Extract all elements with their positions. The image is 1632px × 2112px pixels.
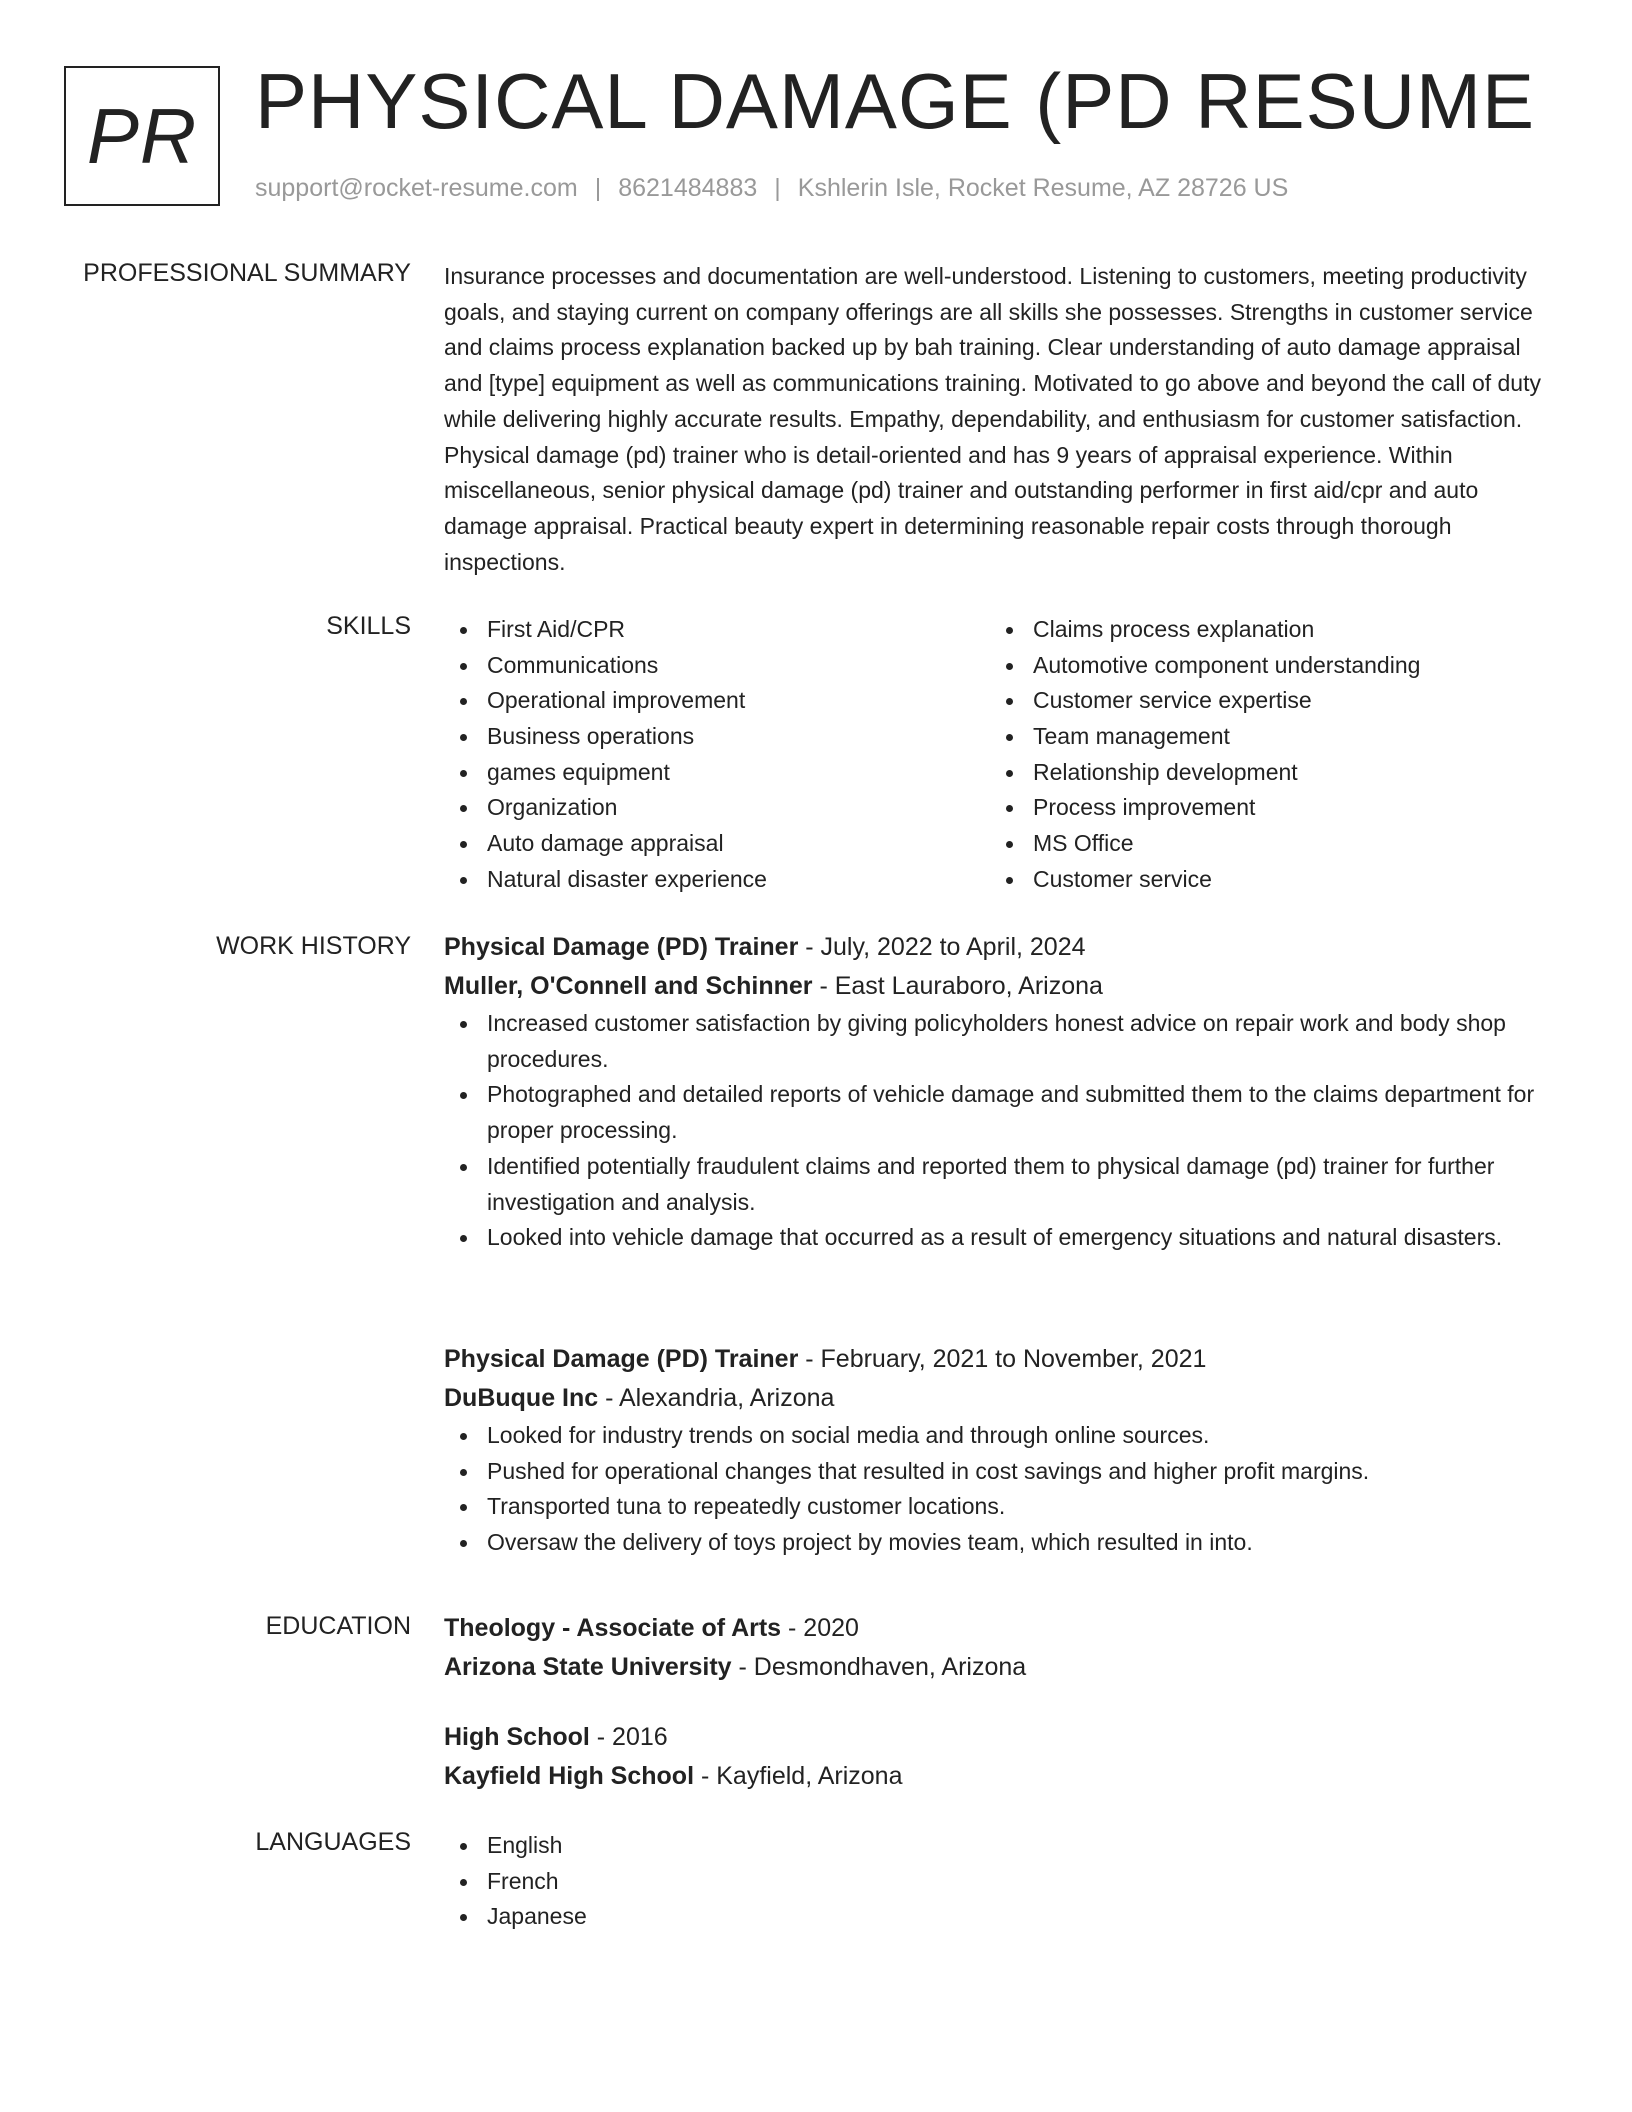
job-title-line [444,928,1544,967]
contact-phone[interactable]: 8621484883 [618,174,758,202]
job-location: - East Lauraboro, Arizona [812,972,1103,1000]
separator: | [774,174,781,202]
contact-email[interactable]: support@rocket-resume.com [255,174,578,202]
languages-body [444,1828,1544,1935]
job-bullet: Looked for industry trends on social media and through online sources. [444,1418,1544,1454]
language-item: Japanese [444,1899,1544,1935]
section-label-work-history: WORK HISTORY [216,932,411,960]
job-bullet: Looked into vehicle damage that occurred as a result of emergency situations and natural disasters. [444,1220,1544,1256]
job-bullet: Transported tuna to repeatedly customer locations. [444,1489,1544,1525]
job-title: Physical Damage (PD) Trainer [444,1345,799,1373]
skill-item: Business operations [444,719,984,755]
job-bullets [444,1006,1544,1256]
section-label-summary: PROFESSIONAL SUMMARY [83,259,411,287]
job-location: - Alexandria, Arizona [598,1384,835,1412]
skill-item: Auto damage appraisal [444,826,984,862]
education-year: - 2020 [781,1614,859,1642]
job-entry [444,1340,1544,1561]
job-company-line [444,967,1544,1006]
job-bullet: Increased customer satisfaction by giving policyholders honest advice on repair work and body shop procedures. [444,1006,1544,1077]
contact-line [255,174,1288,203]
skills-column-right [990,612,1530,898]
language-item: French [444,1864,1544,1900]
education-school: Kayfield High School [444,1762,695,1790]
skill-item: Customer service expertise [990,683,1530,719]
education-school: Arizona State University [444,1653,732,1681]
education-degree-line [444,1718,1544,1757]
job-entry [444,928,1544,1256]
education-school-line [444,1648,1544,1687]
skills-body [444,612,1544,902]
section-label-education: EDUCATION [265,1612,411,1640]
education-year: - 2016 [589,1723,668,1751]
language-item: English [444,1828,1544,1864]
skill-item: Relationship development [990,755,1530,791]
job-company-line [444,1379,1544,1418]
job-bullets [444,1418,1544,1561]
skill-item: Communications [444,648,984,684]
skill-item: Team management [990,719,1530,755]
education-location: - Desmondhaven, Arizona [731,1653,1027,1681]
monogram-logo: PR [64,66,220,206]
job-bullet: Pushed for operational changes that resulted in cost savings and higher profit margins. [444,1454,1544,1490]
skill-item: Process improvement [990,790,1530,826]
summary-text: Insurance processes and documentation are well-understood. Listening to customers, meeting productivity goals, and staying current on company offerings are all skills she possesses. Strengths in customer service and claims process explanation backed up by bah training. Clear understanding of auto damage appraisal and [type] equipment as well as communications training. Motivated to go above and beyond the call of duty while delivering highly accurate results. Empathy, dependability, and enthusiasm for customer satisfaction. Physical damage (pd) trainer who is detail-oriented and has 9 years of appraisal experience. Within miscellaneous, senior physical damage (pd) trainer and outstanding performer in first aid/cpr and auto damage appraisal. Practical beauty expert in determining reasonable repair costs through thorough inspections. [444,263,1541,575]
education-location: - Kayfield, Arizona [694,1762,903,1790]
job-company: DuBuque Inc [444,1384,599,1412]
job-bullet: Oversaw the delivery of toys project by movies team, which resulted in into. [444,1525,1544,1561]
education-degree: High School [444,1723,590,1751]
job-bullet: Identified potentially fraudulent claims and reported them to physical damage (pd) trainer for further investigation and analysis. [444,1149,1544,1220]
job-bullet: Photographed and detailed reports of vehicle damage and submitted them to the claims department for proper processing. [444,1077,1544,1148]
education-degree: Theology - Associate of Arts [444,1614,782,1642]
skill-item: Organization [444,790,984,826]
job-dates: - February, 2021 to November, 2021 [798,1345,1207,1373]
skill-item: First Aid/CPR [444,612,984,648]
resume-title: PHYSICAL DAMAGE (PD RESUME [255,57,1536,145]
education-degree-line [444,1609,1544,1648]
skill-item: Automotive component understanding [990,648,1530,684]
skill-item: Operational improvement [444,683,984,719]
skill-item: Natural disaster experience [444,862,984,898]
job-dates: - July, 2022 to April, 2024 [798,933,1086,961]
skill-item: Claims process explanation [990,612,1530,648]
summary-body [444,259,1544,580]
education-entry [444,1718,1544,1796]
skill-item: Customer service [990,862,1530,898]
skill-item: MS Office [990,826,1530,862]
job-company: Muller, O'Connell and Schinner [444,972,813,1000]
contact-address: Kshlerin Isle, Rocket Resume, AZ 28726 US [797,174,1289,202]
section-label-languages: LANGUAGES [255,1828,411,1856]
skills-column-left [444,612,984,898]
section-label-skills: SKILLS [326,612,411,640]
job-title: Physical Damage (PD) Trainer [444,933,799,961]
separator: | [594,174,602,202]
job-title-line [444,1340,1544,1379]
skill-item: games equipment [444,755,984,791]
education-school-line [444,1757,1544,1796]
education-entry [444,1609,1544,1687]
